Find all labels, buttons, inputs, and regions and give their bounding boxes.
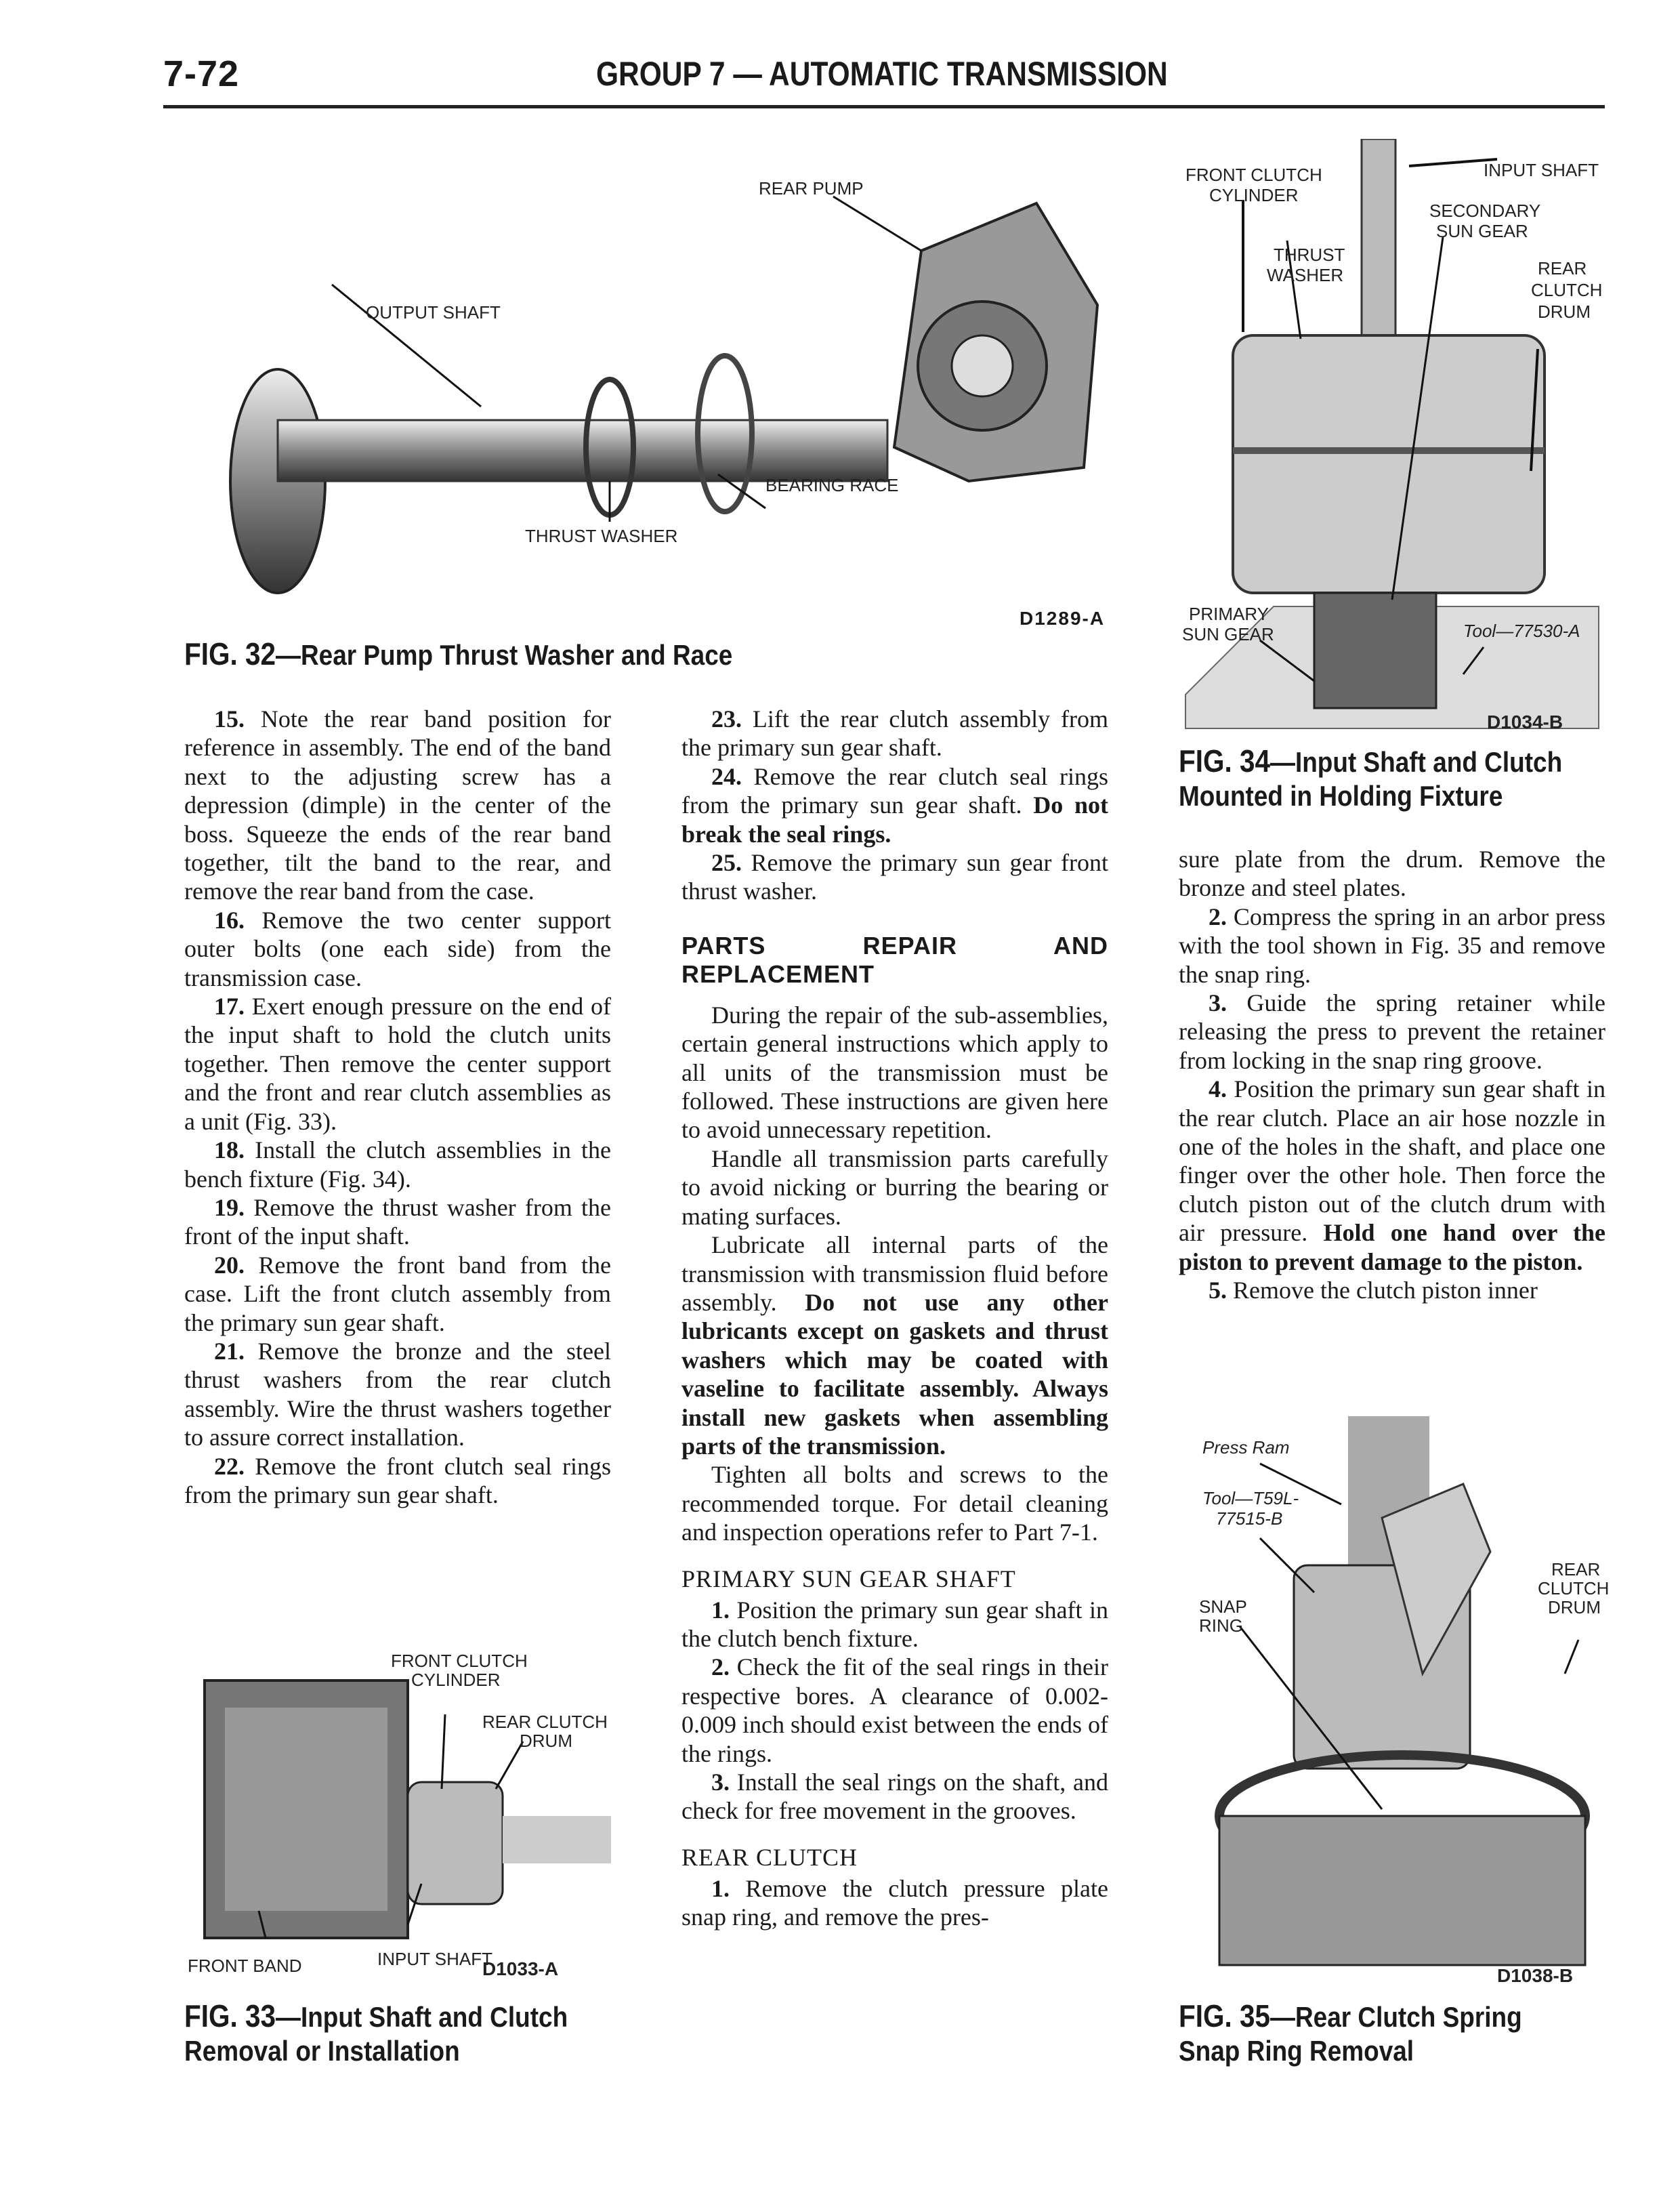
step-number: 20. [214,1251,245,1279]
step-number: 2. [711,1653,730,1681]
paragraph-text: Install the clutch assemblies in the bench fixture (Fig. 34). [184,1136,611,1193]
label-tool: Tool—77530-A [1463,621,1580,641]
paragraph-text: Lubricate all internal parts of the transmission with transmission fluid before assembly. [681,1231,1108,1316]
fig32-caption [184,637,732,672]
fig35-caption-line2: Snap Ring Removal [1179,2035,1414,2067]
paragraph [1179,989,1605,1075]
fig35-number: FIG. 35 [1179,1998,1270,2034]
header-rule [163,105,1605,108]
fig34-caption [1179,744,1562,813]
paragraph-text: Compress the spring in an arbor press with the tool shown in Fig. 35 and remove the snap ring. [1179,903,1605,988]
step-number: 1. [711,1596,730,1624]
step-number: 3. [1209,989,1227,1017]
label-thrust-washer: THRUST WASHER [525,526,678,546]
label-thrust-washer: THRUST [1274,245,1345,265]
label-rear-clutch-drum-3: DRUM [1548,1597,1601,1617]
label-snap-ring: SNAP [1199,1596,1247,1617]
step-number: 3. [711,1769,730,1796]
paragraph [681,1596,1108,1653]
paragraph-text: Handle all transmission parts carefully to avoid nicking or burring the bearing or mating surfaces. [681,1144,1108,1230]
label-secondary-sun-gear-2: SUN GEAR [1436,221,1528,241]
fig34-illustration [1179,139,1612,735]
paragraph [184,1136,611,1193]
step-number: 2. [1209,903,1227,930]
paragraph [681,848,1108,906]
paragraph-text: Install the seal rings on the shaft, and check for free movement in the grooves. [681,1769,1108,1825]
paragraph [1179,1075,1605,1276]
page-title: GROUP 7 — AUTOMATIC TRANSMISSION [596,55,1168,93]
fig32-caption-text: —Rear Pump Thrust Washer and Race [275,639,733,671]
label-tool: Tool—T59L- [1202,1488,1299,1508]
fig35-code: D1038-B [1497,1965,1574,1986]
step-number: 1. [711,1874,730,1902]
text-column-1 [184,705,611,1509]
fig32-number: FIG. 32 [184,636,276,672]
fig35-illustration [1179,1416,1612,1992]
paragraph [184,1251,611,1337]
label-rear-clutch-drum-2: DRUM [520,1731,572,1751]
step-number: 15. [214,705,245,732]
label-front-band: FRONT BAND [188,1956,302,1976]
paragraph-text: Remove the front band from the case. Lift the front clutch assembly from the primary sun gear shaft. [184,1251,611,1336]
step-number: 18. [214,1136,245,1164]
fig34-number: FIG. 34 [1179,743,1270,779]
fig33-caption-line1: —Input Shaft and Clutch [275,2001,568,2033]
warning-text: Hold one hand over the piston to prevent damage to the piston. [1179,1219,1605,1275]
paragraph-text: Remove the bronze and the steel thrust washers from the rear clutch assembly. Wire the thrust washers together to assure correct installation. [184,1337,611,1451]
paragraph-text: Check the fit of the seal rings in their respective bores. A clearance of 0.002-0.009 inch should exist between the ends of the rings. [681,1653,1108,1767]
heading-primary-sun-gear-shaft: PRIMARY SUN GEAR SHAFT [681,1565,1016,1592]
fig34-code: D1034-B [1487,711,1563,732]
paragraph-text: Exert enough pressure on the end of the input shaft to hold the clutch units together. Then remove the center support and the front and rear clutch assemblies as a unit (Fig. 33). [184,993,611,1135]
paragraph-text: Remove the thrust washer from the front of the input shaft. [184,1193,611,1250]
warning-text: Do not break the seal rings. [681,791,1108,848]
paragraph-text: Remove the clutch pressure plate snap ring, and remove the pres- [681,1874,1108,1931]
paragraph [1179,845,1605,903]
step-number: 19. [214,1193,245,1221]
label-primary-sun-gear: PRIMARY [1189,604,1269,624]
label-press-ram: Press Ram [1202,1437,1290,1458]
paragraph [184,992,611,1136]
paragraph-text: During the repair of the sub-assemblies, certain general instructions which apply to all units of the transmission must be followed. These instructions are given here to avoid unnecessary repetition. [681,1001,1108,1144]
paragraph [681,1460,1108,1546]
paragraph-text: Tighten all bolts and screws to the recommended torque. For detail cleaning and inspection operations refer to Part 7-1. [681,1461,1108,1546]
paragraph-text: Remove the primary sun gear front thrust washer. [681,849,1108,905]
paragraph-text: Note the rear band position for reference in assembly. The end of the band next to the adjusting screw has a depression (dimple) in the center of the boss. Squeeze the ends of the rear band together, tilt the band to the rear, and remove the rear band from the case. [184,705,611,905]
label-primary-sun-gear-2: SUN GEAR [1182,624,1274,644]
label-front-clutch-cylinder-2: CYLINDER [411,1670,501,1690]
step-number: 23. [711,705,742,732]
label-input-shaft: INPUT SHAFT [1484,160,1599,180]
label-rear-clutch-drum-3: DRUM [1538,302,1591,322]
paragraph [681,1144,1108,1231]
label-front-clutch-cylinder: FRONT CLUTCH [391,1651,528,1671]
paragraph-text: sure plate from the drum. Remove the bronze and steel plates. [1179,846,1605,902]
paragraph [184,1337,611,1452]
step-number: 21. [214,1337,245,1365]
paragraph [681,1001,1108,1144]
label-rear-pump: REAR PUMP [759,178,864,199]
label-bearing-race: BEARING RACE [765,475,899,495]
step-number: 17. [214,993,245,1020]
label-snap-ring-2: RING [1199,1615,1243,1636]
paragraph-text: Remove the rear clutch seal rings from the primary sun gear shaft. [681,762,1108,819]
fig32-code: D1289-A [1020,608,1106,629]
label-output-shaft: OUTPUT SHAFT [366,302,501,323]
label-front-clutch-cylinder: FRONT CLUTCH [1185,165,1322,185]
label-rear-clutch-drum: REAR [1538,258,1587,278]
step-number: 25. [711,849,742,877]
step-number: 16. [214,906,245,934]
paragraph [184,906,611,992]
paragraph-text: Position the primary sun gear shaft in the clutch bench fixture. [681,1596,1108,1652]
paragraph-text: Remove the clutch piston inner [1227,1277,1538,1304]
paragraph [681,1653,1108,1768]
paragraph [681,1231,1108,1460]
label-secondary-sun-gear: SECONDARY [1429,201,1541,221]
fig34-caption-line2: Mounted in Holding Fixture [1179,780,1503,812]
text-column-3 [1179,845,1605,1305]
fig33-illustration [184,1640,618,1992]
label-tool-2: 77515-B [1216,1508,1283,1529]
paragraph-text: Remove the front clutch seal rings from the primary sun gear shaft. [184,1452,611,1508]
warning-text: Do not use any other lubricants except on gaskets and thrust washers which may be coated with vaseline to facilitate assembly. Always install new gaskets when assembling parts of the transmission. [681,1288,1108,1460]
step-number: 4. [1209,1075,1227,1103]
label-input-shaft: INPUT SHAFT [377,1949,492,1969]
step-number: 22. [214,1452,245,1480]
fig32-illustration [203,129,1138,603]
label-rear-clutch-drum: REAR [1551,1559,1601,1580]
paragraph [681,1874,1108,1932]
fig35-caption [1179,1999,1522,2068]
label-rear-clutch-drum: REAR CLUTCH [482,1712,608,1732]
paragraph-text: Guide the spring retainer while releasing the press to prevent the retainer from locking in the snap ring groove. [1179,989,1605,1074]
fig33-code: D1033-A [482,1958,559,1979]
page-number: 7-72 [163,54,240,94]
paragraph [681,1768,1108,1825]
text-column-2 [681,705,1108,1932]
step-number: 5. [1209,1277,1227,1304]
paragraph-text: Remove the two center support outer bolts (one each side) from the transmission case. [184,906,611,991]
label-front-clutch-cylinder-2: CYLINDER [1209,185,1299,205]
paragraph [184,1452,611,1510]
fig33-caption-line2: Removal or Installation [184,2035,460,2067]
paragraph [1179,903,1605,989]
heading-parts-repair: PARTS REPAIR AND REPLACEMENT [681,931,1108,988]
paragraph [681,705,1108,762]
heading-rear-clutch: REAR CLUTCH [681,1843,858,1871]
fig33-number: FIG. 33 [184,1998,276,2034]
paragraph-text: Position the primary sun gear shaft in the rear clutch. Place an air hose nozzle in one of the holes in the shaft, and place one finger over the other hole. Then force the clutch piston out of the clutch drum with air pressure. [1179,1075,1605,1247]
fig35-caption-line1: —Rear Clutch Spring [1269,2001,1522,2033]
paragraph [1179,1276,1605,1304]
fig33-caption [184,1999,568,2068]
label-rear-clutch-drum-2: CLUTCH [1538,1578,1610,1598]
paragraph [681,762,1108,848]
label-rear-clutch-drum-2: CLUTCH [1531,280,1603,300]
step-number: 24. [711,762,742,790]
paragraph [184,1193,611,1251]
paragraph-text: Lift the rear clutch assembly from the primary sun gear shaft. [681,705,1108,762]
fig34-caption-line1: —Input Shaft and Clutch [1269,746,1563,778]
paragraph [184,705,611,906]
label-thrust-washer-2: WASHER [1267,265,1344,285]
